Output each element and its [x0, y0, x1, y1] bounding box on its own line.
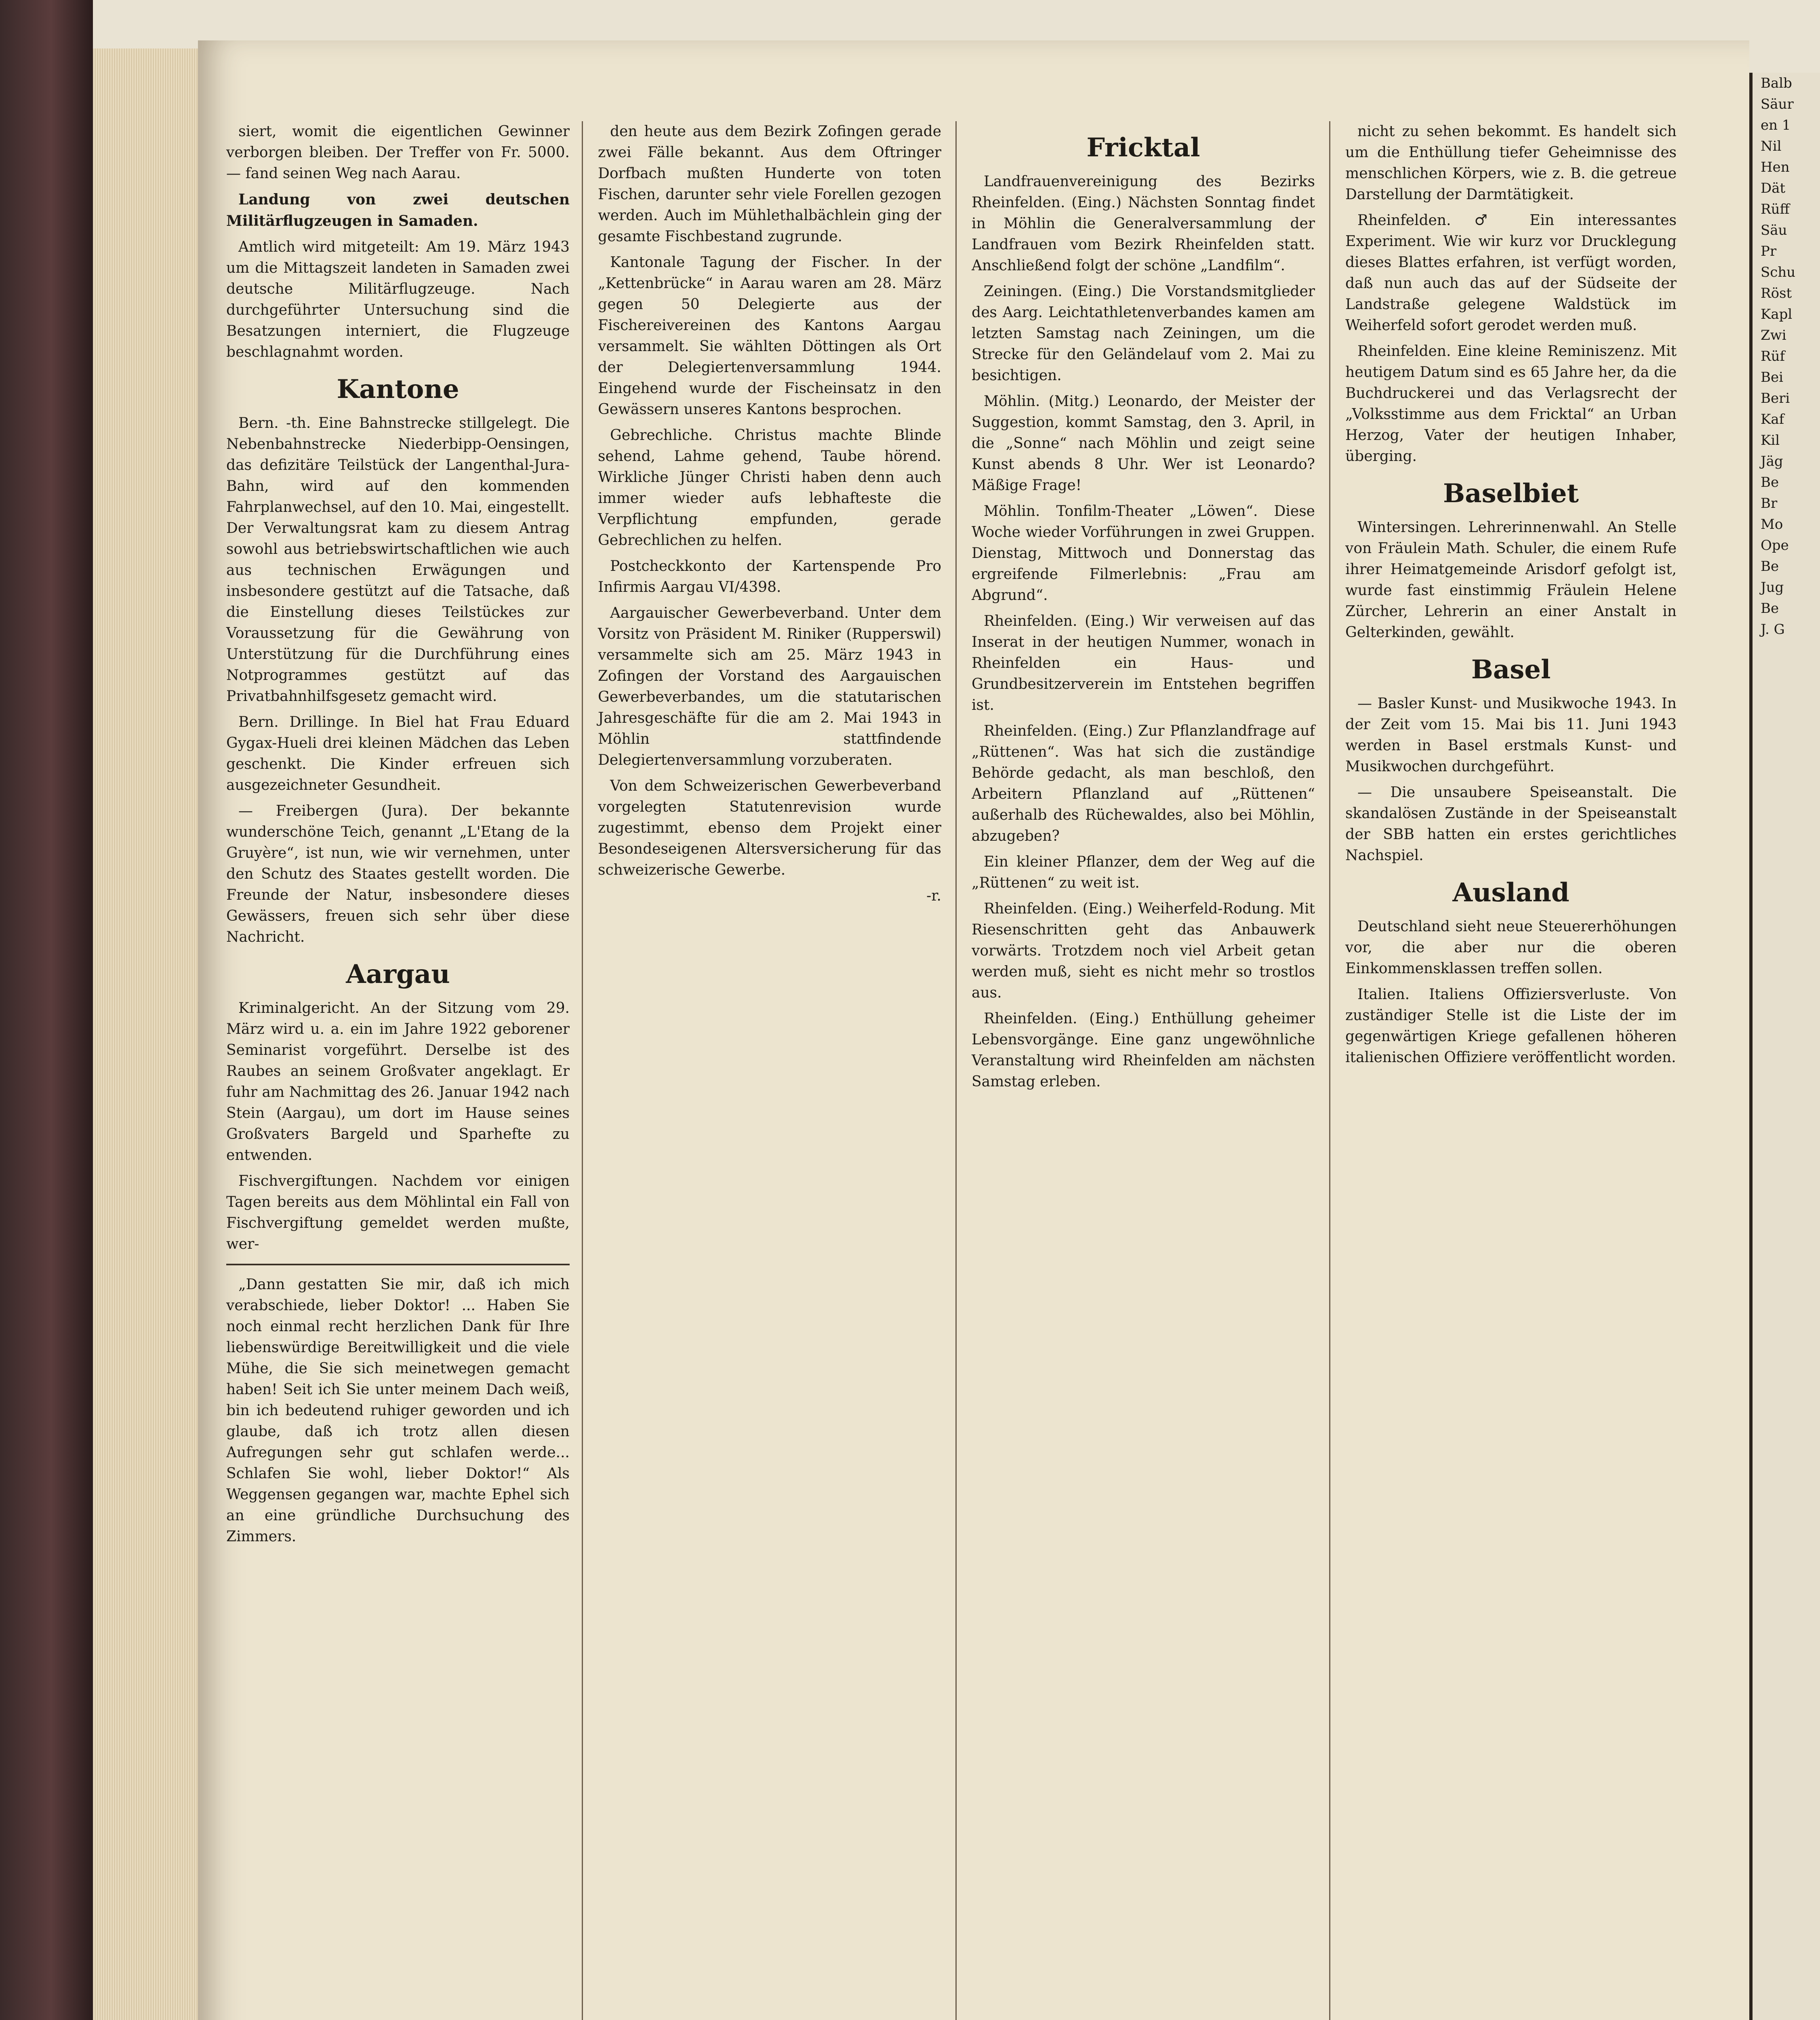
fragment-line: Rüf	[1761, 348, 1785, 364]
column-rule	[955, 121, 957, 2020]
fragment-line: Balb	[1761, 75, 1792, 91]
article-text: Rheinfelden. (Eing.) Weiherfeld-Rodung. Mit Riesenschritten geht das Anbauwerk vorwärts. Trotzdem noch viel Arbeit getan werden muß, sieht es nicht mehr so trostlos aus.	[972, 901, 1315, 1001]
column-3	[972, 121, 1315, 1097]
column-rule	[582, 121, 583, 2020]
article-text: Bern. Drillinge. In Biel hat Frau Eduard Gygax-Hueli drei kleinen Mädchen das Leben geschenkt. Die Kinder erfreuen sich ausgezeichneter Gesundheit.	[226, 714, 570, 793]
book-spine	[0, 0, 93, 2020]
article-text: Von dem Schweizerischen Gewerbeverband vorgelegten Statutenrevision wurde zugestimmt, ebenso dem Projekt einer Besondeseigenen Altersversicherung für das schweizerische Gewerbe.	[598, 778, 941, 878]
feuilleton-divider	[226, 1264, 570, 1265]
article-text: Gebrechliche. Christus machte Blinde sehend, Lahme gehend, Taube hörend. Wirkliche Jünger Christi haben denn auch immer wieder aufs lebhafteste die Verpflichtung empfunden, gerade Gebrechlichen zu helfen.	[598, 427, 941, 549]
article-text: Rheinfelden. (Eing.) Enthüllung geheimer Lebensvorgänge. Eine ganz ungewöhnliche Veranstaltung wird Rheinfelden am nächsten Samstag erleben.	[972, 1010, 1315, 1090]
fragment-line: Dät	[1761, 180, 1786, 196]
section-heading-kantone: Kantone	[337, 374, 459, 404]
fragment-line: Pr	[1761, 243, 1777, 259]
article-text: siert, womit die eigentlichen Gewinner verborgen bleiben. Der Treffer von Fr. 5000.— fand seinen Weg nach Aarau.	[226, 123, 570, 182]
article-text: Italien. Italiens Offiziersverluste. Von zuständiger Stelle ist die Liste der im gegenwärtigen Kriege gefallenen höheren italienischen Offiziere veröffentlicht worden.	[1345, 986, 1677, 1066]
article-text: Rheinfelden. ♂ Ein interessantes Experiment. Wie wir kurz vor Drucklegung dieses Blattes erfahren, ist verfügt worden, daß nun auch das auf der Südseite der Landstraße gelegene Waldstück im Weiherfeld sofort gerodet werden muß.	[1345, 212, 1677, 334]
fragment-line: Ope	[1761, 537, 1789, 553]
section-heading-baselbiet: Baselbiet	[1443, 478, 1579, 509]
fragment-line: Jug	[1761, 579, 1784, 595]
fragment-line: Kapl	[1761, 306, 1793, 322]
page-edges	[93, 48, 198, 2020]
fragment-line: Rüff	[1761, 201, 1790, 217]
article-text: Rheinfelden. (Eing.) Zur Pflanzlandfrage auf „Rüttenen“. Was hat sich die zuständige Behörde gedacht, als man beschloß, den Arbeitern Pflanzland auf „Rüttenen“ außerhalb des Rüchewaldes, also bei Möhlin, abzugeben?	[972, 723, 1315, 844]
section-heading-basel: Basel	[1471, 654, 1551, 685]
article-heading: Landung von zwei deutschen Militärflugzeugen in Samaden.	[226, 191, 570, 229]
feuilleton-text: „Dann gestatten Sie mir, daß ich mich verabschiede, lieber Doktor! ... Haben Sie noch einmal recht herzlichen Dank für Ihre liebenswürdige Bereitwilligkeit und die viele Mühe, die Sie sich meinetwegen gemacht haben! Seit ich Sie unter meinem Dach weiß, bin ich bedeutend ruhiger geworden und ich glaube, daß ich trotz allen diesen Aufregungen sehr gut schlafen werde... Schlafen Sie wohl, lieber Doktor!“ Als Weggensen gegangen war, machte Ephel sich an eine gründliche Durchsuchung des Zimmers.	[226, 1276, 570, 1545]
article-text: Rheinfelden. (Eing.) Wir verweisen auf das Inserat in der heutigen Nummer, wonach in Rheinfelden ein Haus- und Grundbesitzerverein im Entstehen begriffen ist.	[972, 613, 1315, 713]
article-text: den heute aus dem Bezirk Zofingen gerade zwei Fälle bekannt. Aus dem Oftringer Dorfbach mußten Hunderte von toten Fischen, darunter sehr viele Forellen gezogen werden. Auch im Mühlethalbächlein ging der gesamte Fischbestand zugrunde.	[598, 123, 941, 245]
column-4	[1345, 121, 1677, 1073]
fragment-line: Hen	[1761, 159, 1790, 175]
fragment-line: Röst	[1761, 285, 1792, 301]
article-text: Ein kleiner Pflanzer, dem der Weg auf die „Rüttenen“ zu weit ist.	[972, 854, 1315, 891]
section-heading-aargau: Aargau	[346, 959, 450, 989]
article-text: Aargauischer Gewerbeverband. Unter dem Vorsitz von Präsident M. Riniker (Rupperswil) versammelte sich am 25. März 1943 in Zofingen der Vorstand des Aargauischen Gewerbeverbandes, um die statutarischen Jahresgeschäfte für die am 2. Mai 1943 in Möhlin stattfindende Delegiertenversammlung vorzuberaten.	[598, 605, 941, 768]
column-1	[226, 121, 570, 1552]
fragment-line: Br	[1761, 495, 1778, 511]
fragment-line: Nil	[1761, 138, 1782, 154]
fragment-line: Mo	[1761, 516, 1783, 532]
fragment-line: Schu	[1761, 264, 1796, 280]
fragment-line: J. G	[1761, 621, 1785, 638]
fragment-line: Bei	[1761, 369, 1783, 385]
article-text: Kantonale Tagung der Fischer. In der „Kettenbrücke“ in Aarau waren am 28. März gegen 50 Delegierte aus der Fischereivereinen des Kantons Aargau versammelt. Sie wählten Döttingen als Ort der Delegiertenversammlung 1944. Eingehend wurde der Fischeinsatz in den Gewässern unseres Kantons besprochen.	[598, 254, 941, 418]
fragment-line: Be	[1761, 558, 1779, 574]
fragment-line: Kil	[1761, 432, 1780, 448]
fragment-line: en 1	[1761, 117, 1791, 133]
article-text: Amtlich wird mitgeteilt: Am 19. März 1943 um die Mittagszeit landeten in Samaden zwei deutsche Militärflugzeuge. Nach durchgeführter Untersuchung sind die Besatzungen interniert, die Flugzeuge beschlagnahmt worden.	[226, 239, 570, 360]
fragment-line: Säu	[1761, 222, 1787, 238]
article-text: — Die unsaubere Speiseanstalt. Die skandalösen Zustände in der Speiseanstalt der SBB hatten ein erstes gerichtliches Nachspiel.	[1345, 784, 1677, 864]
article-text: Bern. -th. Eine Bahnstrecke stillgelegt. Die Nebenbahnstrecke Niederbipp-Oensingen, das defizitäre Teilstück der Langenthal-Jura-Bahn, wird auf den kommenden Fahrplanwechsel, auf den 10. Mai, eingestellt. Der Verwaltungsrat kam zu diesem Antrag sowohl aus betriebswirtschaftlichen wie auch aus technischen Erwägungen und insbesondere gestützt auf die Tatsache, daß die Einstellung dieses Teilstückes zur Voraussetzung für die Gewährung von Unterstützung für die Durchführung eines Notprogrammes gestützt auf das Privatbahnhilfsgesetz gemacht wird.	[226, 415, 570, 705]
next-page-fragment	[1749, 73, 1820, 2020]
signature: -r.	[926, 888, 941, 904]
section-heading-ausland: Ausland	[1452, 877, 1570, 908]
article-text: Fischvergiftungen. Nachdem vor einigen Tagen bereits aus dem Möhlintal ein Fall von Fischvergiftung gemeldet werden mußte, wer-	[226, 1173, 570, 1252]
article-text: Rheinfelden. Eine kleine Reminiszenz. Mit heutigem Datum sind es 65 Jahre her, da die Buchdruckerei und das Verlagsrecht der „Volksstimme aus dem Fricktal“ an Urban Herzog, Vater der heutigen Inhaber, überging.	[1345, 343, 1677, 465]
article-text: Möhlin. (Mitg.) Leonardo, der Meister der Suggestion, kommt Samstag, den 3. April, in die „Sonne“ nach Möhlin und zeigt seine Kunst abends 8 Uhr. Wer ist Leonardo? Mäßige Frage!	[972, 393, 1315, 494]
article-text: Postcheckkonto der Kartenspende Pro Infirmis Aargau VI/4398.	[598, 558, 941, 595]
fragment-line: Zwi	[1761, 327, 1786, 343]
article-text: Landfrauenvereinigung des Bezirks Rheinfelden. (Eing.) Nächsten Sonntag findet in Möhlin die Generalversammlung der Landfrauen vom Bezirk Rheinfelden statt. Anschließend folgt der schöne „Landfilm“.	[972, 173, 1315, 274]
fragment-line: Beri	[1761, 390, 1790, 406]
article-text: Wintersingen. Lehrerinnenwahl. An Stelle von Fräulein Math. Schuler, die einem Rufe ihrer Heimatgemeinde Arisdorf gefolgt ist, wurde fast einstimmig Fräulein Helene Zürcher, Lehrerin an einer Anstalt in Gelterkinden, gewählt.	[1345, 519, 1677, 641]
column-rule	[1329, 121, 1330, 2020]
fragment-line: Säur	[1761, 96, 1794, 112]
article-text: — Freibergen (Jura). Der bekannte wunderschöne Teich, genannt „L'Etang de la Gruyère“, ist nun, wie wir vernehmen, unter den Schutz des Staates gestellt worden. Die Freunde der Natur, insbesondere dieses Gewässers, freuen sich sehr über diese Nachricht.	[226, 803, 570, 945]
article-text: Möhlin. Tonfilm-Theater „Löwen“. Diese Woche wieder Vorführungen in zwei Gruppen. Dienstag, Mittwoch und Donnerstag das ergreifende Filmerlebnis: „Frau am Abgrund“.	[972, 503, 1315, 604]
article-text: nicht zu sehen bekommt. Es handelt sich um die Enthüllung tiefer Geheimnisse des menschlichen Körpers, wie z. B. die getreue Darstellung der Darmtätigkeit.	[1345, 123, 1677, 203]
article-text: — Basler Kunst- und Musikwoche 1943. In der Zeit vom 15. Mai bis 11. Juni 1943 werden in Basel erstmals Kunst- und Musikwochen durchgeführt.	[1345, 695, 1677, 775]
fragment-line: Be	[1761, 474, 1779, 490]
fragment-line: Jäg	[1761, 453, 1783, 469]
section-heading-fricktal: Fricktal	[1086, 133, 1200, 163]
fragment-line: Be	[1761, 600, 1779, 617]
column-2	[598, 121, 941, 911]
article-text: Kriminalgericht. An der Sitzung vom 29. März wird u. a. ein im Jahre 1922 geborener Seminarist vorgeführt. Derselbe ist des Raubes an seinem Großvater angeklagt. Er fuhr am Nachmittag des 26. Januar 1942 nach Stein (Aargau), um dort im Hause seines Großvaters Bargeld und Sparhefte zu entwenden.	[226, 1000, 570, 1164]
fragment-line: Kaf	[1761, 411, 1784, 427]
article-text: Zeiningen. (Eing.) Die Vorstandsmitglieder des Aarg. Leichtathletenverbandes kamen am letzten Samstag nach Zeiningen, um die Strecke für den Geländelauf vom 2. Mai zu besichtigen.	[972, 283, 1315, 384]
article-text: Deutschland sieht neue Steuererhöhungen vor, die aber nur die oberen Einkommensklassen treffen sollen.	[1345, 918, 1677, 977]
